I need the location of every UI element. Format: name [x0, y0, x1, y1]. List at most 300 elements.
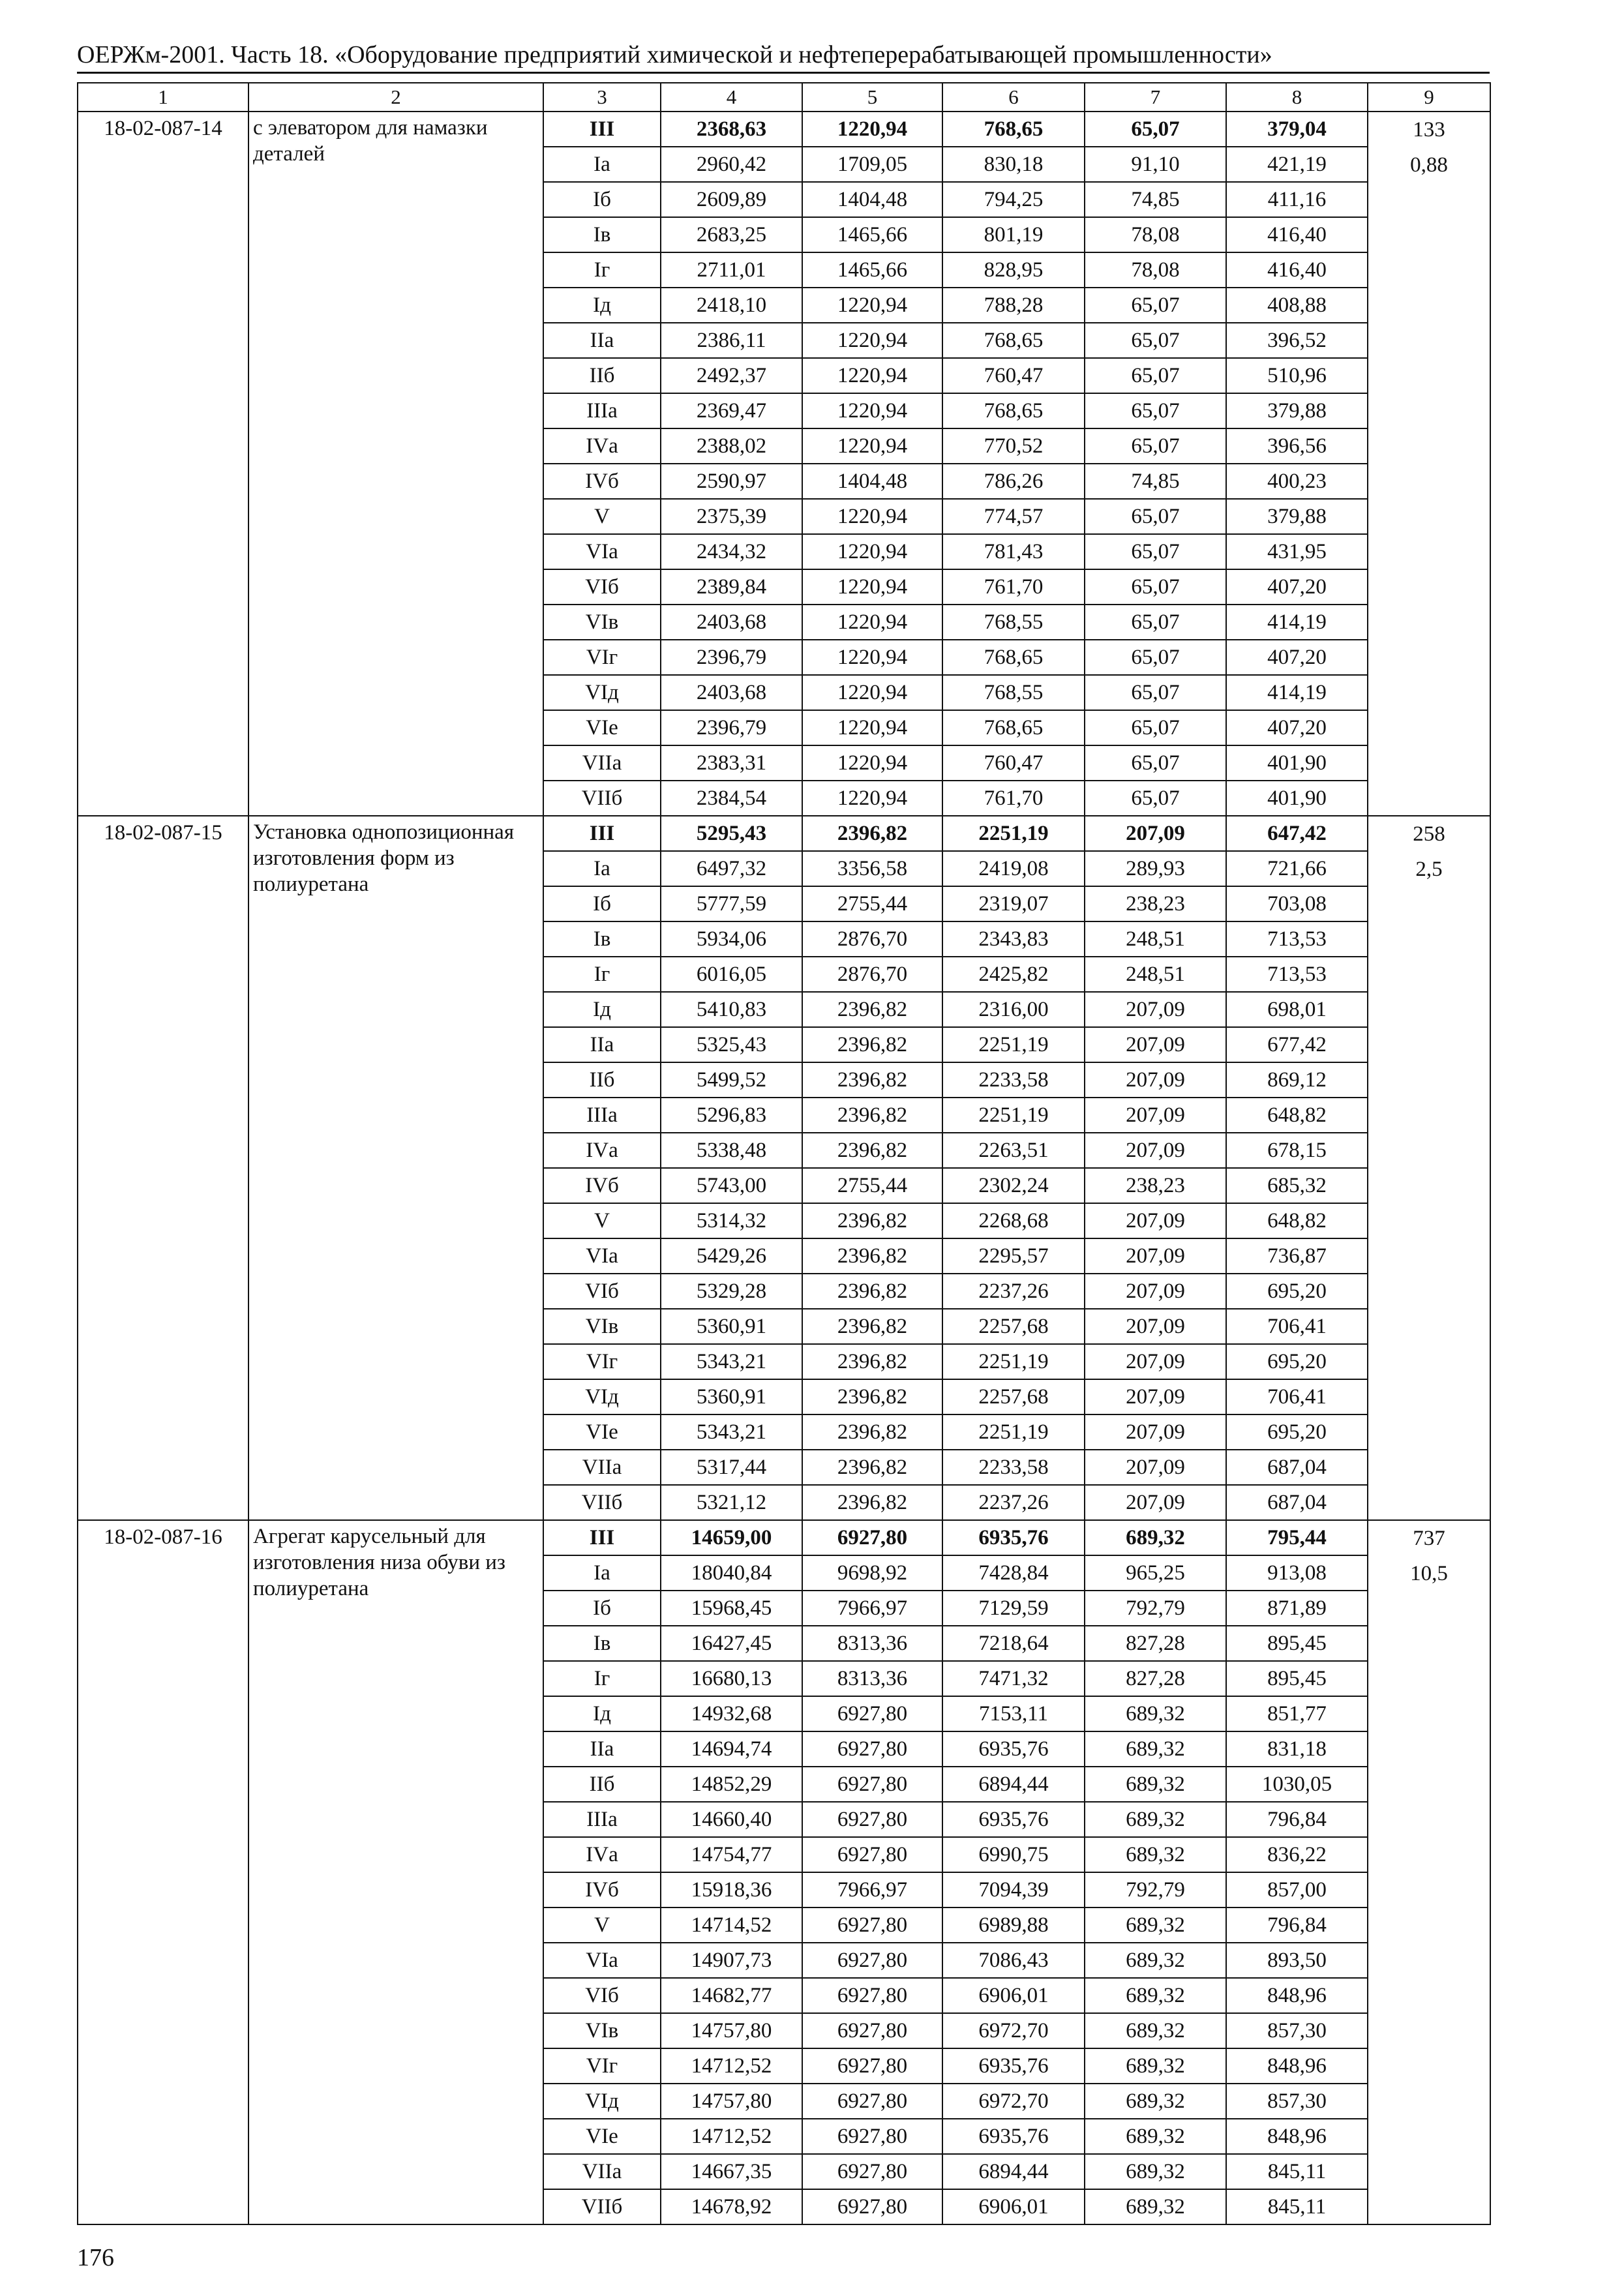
value-cell: 5777,59: [661, 886, 802, 921]
col9-value: 737: [1413, 1527, 1445, 1550]
value-cell: 871,89: [1226, 1591, 1368, 1626]
value-cell: 965,25: [1085, 1555, 1226, 1591]
value-cell: 2295,57: [942, 1238, 1085, 1274]
value-cell: 2396,82: [802, 1485, 942, 1520]
zone-cell: V: [543, 1908, 661, 1943]
value-cell: 2251,19: [942, 1027, 1085, 1062]
zone-cell: Iб: [543, 886, 661, 921]
value-cell: 845,11: [1226, 2154, 1368, 2189]
value-cell: 6972,70: [942, 2084, 1085, 2119]
value-cell: 207,09: [1085, 1203, 1226, 1238]
value-cell: 7153,11: [942, 1696, 1085, 1731]
value-cell: 2302,24: [942, 1168, 1085, 1203]
col9-value: 133: [1413, 118, 1445, 142]
column-header: 5: [802, 83, 942, 112]
value-cell: 913,08: [1226, 1555, 1368, 1591]
value-cell: 400,23: [1226, 464, 1368, 499]
zone-cell: VIг: [543, 1344, 661, 1379]
value-cell: 695,20: [1226, 1274, 1368, 1309]
value-cell: 2388,02: [661, 428, 802, 464]
value-cell: 2711,01: [661, 252, 802, 288]
value-cell: 703,08: [1226, 886, 1368, 921]
value-cell: 2343,83: [942, 921, 1085, 957]
value-cell: 5325,43: [661, 1027, 802, 1062]
value-cell: 1404,48: [802, 182, 942, 217]
value-cell: 2384,54: [661, 781, 802, 816]
value-cell: 6894,44: [942, 1767, 1085, 1802]
value-cell: 8313,36: [802, 1626, 942, 1661]
value-cell: 510,96: [1226, 358, 1368, 393]
value-cell: 1709,05: [802, 147, 942, 182]
value-cell: 2396,79: [661, 640, 802, 675]
value-cell: 2396,82: [802, 1309, 942, 1344]
value-cell: 5410,83: [661, 992, 802, 1027]
value-cell: 6497,32: [661, 851, 802, 886]
value-cell: 207,09: [1085, 1450, 1226, 1485]
zone-cell: IVб: [543, 464, 661, 499]
value-cell: 760,47: [942, 745, 1085, 781]
value-cell: 1220,94: [802, 569, 942, 605]
value-cell: 827,28: [1085, 1626, 1226, 1661]
table-row: [78, 816, 1490, 851]
table-row: [78, 1520, 1490, 1555]
value-cell: 65,07: [1085, 710, 1226, 745]
entry-name: Установка однопозиционная изготовления форм из полиуретана: [248, 816, 543, 1520]
value-cell: 6927,80: [802, 2189, 942, 2224]
value-cell: 411,16: [1226, 182, 1368, 217]
zone-cell: Iб: [543, 182, 661, 217]
value-cell: 2396,82: [802, 1344, 942, 1379]
value-cell: 65,07: [1085, 499, 1226, 534]
zone-cell: VIIб: [543, 1485, 661, 1520]
value-cell: 2755,44: [802, 1168, 942, 1203]
value-cell: 14757,80: [661, 2013, 802, 2048]
value-cell: 689,32: [1085, 2013, 1226, 2048]
zone-cell: Iа: [543, 851, 661, 886]
value-cell: 6927,80: [802, 2013, 942, 2048]
value-cell: 2237,26: [942, 1274, 1085, 1309]
value-cell: 2396,82: [802, 1098, 942, 1133]
value-cell: 2237,26: [942, 1485, 1085, 1520]
value-cell: 2251,19: [942, 1414, 1085, 1450]
value-cell: 1220,94: [802, 428, 942, 464]
value-cell: 6016,05: [661, 957, 802, 992]
value-cell: 689,32: [1085, 1520, 1226, 1555]
value-cell: 65,07: [1085, 112, 1226, 147]
value-cell: 788,28: [942, 288, 1085, 323]
value-cell: 648,82: [1226, 1203, 1368, 1238]
value-cell: 792,79: [1085, 1872, 1226, 1908]
value-cell: 2590,97: [661, 464, 802, 499]
value-cell: 65,07: [1085, 428, 1226, 464]
zone-cell: VIе: [543, 710, 661, 745]
value-cell: 830,18: [942, 147, 1085, 182]
value-cell: 7966,97: [802, 1872, 942, 1908]
value-cell: 2418,10: [661, 288, 802, 323]
header-rule: [77, 72, 1490, 74]
value-cell: 6927,80: [802, 2048, 942, 2084]
value-cell: 768,65: [942, 323, 1085, 358]
value-cell: 379,04: [1226, 112, 1368, 147]
value-cell: 3356,58: [802, 851, 942, 886]
zone-cell: Iг: [543, 252, 661, 288]
value-cell: 689,32: [1085, 1908, 1226, 1943]
value-cell: 16427,45: [661, 1626, 802, 1661]
value-cell: 207,09: [1085, 1414, 1226, 1450]
value-cell: 6972,70: [942, 2013, 1085, 2048]
value-cell: 74,85: [1085, 464, 1226, 499]
value-cell: 401,90: [1226, 781, 1368, 816]
value-cell: 238,23: [1085, 1168, 1226, 1203]
column-header: 9: [1368, 83, 1490, 112]
value-cell: 1220,94: [802, 640, 942, 675]
value-cell: 6935,76: [942, 1802, 1085, 1837]
value-cell: 6927,80: [802, 2119, 942, 2154]
value-cell: 5343,21: [661, 1344, 802, 1379]
value-cell: 14667,35: [661, 2154, 802, 2189]
value-cell: 207,09: [1085, 1238, 1226, 1274]
value-cell: 801,19: [942, 217, 1085, 252]
zone-cell: IVа: [543, 1837, 661, 1872]
zone-cell: IIа: [543, 1027, 661, 1062]
value-cell: 6927,80: [802, 2084, 942, 2119]
value-cell: 2396,79: [661, 710, 802, 745]
value-cell: 289,93: [1085, 851, 1226, 886]
value-cell: 792,79: [1085, 1591, 1226, 1626]
value-cell: 695,20: [1226, 1414, 1368, 1450]
value-cell: 2396,82: [802, 1203, 942, 1238]
value-cell: 2257,68: [942, 1379, 1085, 1414]
value-cell: 695,20: [1226, 1344, 1368, 1379]
value-cell: 5360,91: [661, 1309, 802, 1344]
column-header: 8: [1226, 83, 1368, 112]
value-cell: 6935,76: [942, 2048, 1085, 2084]
value-cell: 794,25: [942, 182, 1085, 217]
value-cell: 770,52: [942, 428, 1085, 464]
value-cell: 2375,39: [661, 499, 802, 534]
value-cell: 687,04: [1226, 1450, 1368, 1485]
zone-cell: IIIа: [543, 1802, 661, 1837]
entry-code: 18-02-087-16: [78, 1520, 248, 2224]
value-cell: 65,07: [1085, 534, 1226, 569]
value-cell: 768,65: [942, 710, 1085, 745]
zone-cell: VIа: [543, 1238, 661, 1274]
value-cell: 685,32: [1226, 1168, 1368, 1203]
column-header: 4: [661, 83, 802, 112]
zone-cell: IIа: [543, 1731, 661, 1767]
value-cell: 248,51: [1085, 957, 1226, 992]
value-cell: 396,52: [1226, 323, 1368, 358]
zone-cell: VIа: [543, 534, 661, 569]
value-cell: 1465,66: [802, 252, 942, 288]
value-cell: 14757,80: [661, 2084, 802, 2119]
column-header: 1: [78, 83, 248, 112]
value-cell: 2876,70: [802, 957, 942, 992]
value-cell: 15918,36: [661, 1872, 802, 1908]
value-cell: 768,65: [942, 640, 1085, 675]
value-cell: 401,90: [1226, 745, 1368, 781]
value-cell: 2396,82: [802, 1062, 942, 1098]
column-header: 7: [1085, 83, 1226, 112]
value-cell: 848,96: [1226, 1978, 1368, 2013]
value-cell: 6927,80: [802, 1837, 942, 1872]
value-cell: 6927,80: [802, 1731, 942, 1767]
value-cell: 2492,37: [661, 358, 802, 393]
value-cell: 65,07: [1085, 745, 1226, 781]
zone-cell: IIIа: [543, 393, 661, 428]
entry-col9: [1368, 112, 1490, 816]
value-cell: 207,09: [1085, 1379, 1226, 1414]
value-cell: 689,32: [1085, 1696, 1226, 1731]
value-cell: 6906,01: [942, 1978, 1085, 2013]
value-cell: 6927,80: [802, 1908, 942, 1943]
value-cell: 1220,94: [802, 745, 942, 781]
value-cell: 14678,92: [661, 2189, 802, 2224]
value-cell: 407,20: [1226, 569, 1368, 605]
value-cell: 1030,05: [1226, 1767, 1368, 1802]
value-cell: 7094,39: [942, 1872, 1085, 1908]
entry-col9: [1368, 1520, 1490, 2224]
page-header: ОЕРЖм-2001. Часть 18. «Оборудование предприятий химической и нефтеперерабатывающей промышленности»: [77, 41, 1272, 68]
value-cell: 5360,91: [661, 1379, 802, 1414]
value-cell: 14754,77: [661, 1837, 802, 1872]
zone-cell: IIIа: [543, 1098, 661, 1133]
value-cell: 5429,26: [661, 1238, 802, 1274]
value-cell: 207,09: [1085, 1133, 1226, 1168]
value-cell: 7428,84: [942, 1555, 1085, 1591]
entry-name: Агрегат карусельный для изготовления низа обуви из полиуретана: [248, 1520, 543, 2224]
value-cell: 6894,44: [942, 2154, 1085, 2189]
value-cell: 1220,94: [802, 605, 942, 640]
zone-cell: IVб: [543, 1168, 661, 1203]
zone-cell: Iг: [543, 1661, 661, 1696]
value-cell: 736,87: [1226, 1238, 1368, 1274]
value-cell: 2396,82: [802, 1414, 942, 1450]
value-cell: 6990,75: [942, 1837, 1085, 1872]
value-cell: 857,30: [1226, 2013, 1368, 2048]
value-cell: 1465,66: [802, 217, 942, 252]
value-cell: 379,88: [1226, 393, 1368, 428]
zone-cell: III: [543, 1520, 661, 1555]
value-cell: 238,23: [1085, 886, 1226, 921]
value-cell: 869,12: [1226, 1062, 1368, 1098]
value-cell: 5329,28: [661, 1274, 802, 1309]
value-cell: 65,07: [1085, 569, 1226, 605]
value-cell: 207,09: [1085, 1098, 1226, 1133]
value-cell: 2386,11: [661, 323, 802, 358]
value-cell: 768,55: [942, 675, 1085, 710]
zone-cell: VIв: [543, 1309, 661, 1344]
value-cell: 689,32: [1085, 2119, 1226, 2154]
zone-cell: V: [543, 1203, 661, 1238]
value-cell: 689,32: [1085, 2154, 1226, 2189]
column-header: 3: [543, 83, 661, 112]
value-cell: 2396,82: [802, 816, 942, 851]
entry-code: 18-02-087-15: [78, 816, 248, 1520]
value-cell: 6927,80: [802, 1943, 942, 1978]
value-cell: 16680,13: [661, 1661, 802, 1696]
zone-cell: Iв: [543, 921, 661, 957]
value-cell: 407,20: [1226, 710, 1368, 745]
value-cell: 689,32: [1085, 1837, 1226, 1872]
value-cell: 1404,48: [802, 464, 942, 499]
page-number: 176: [77, 2244, 114, 2271]
value-cell: 6935,76: [942, 1520, 1085, 1555]
value-cell: 2251,19: [942, 1098, 1085, 1133]
zone-cell: Iа: [543, 1555, 661, 1591]
value-cell: 65,07: [1085, 640, 1226, 675]
value-cell: 2251,19: [942, 1344, 1085, 1379]
value-cell: 689,32: [1085, 1731, 1226, 1767]
zone-cell: IVа: [543, 1133, 661, 1168]
price-table: [77, 82, 1491, 2225]
entry-col9: [1368, 816, 1490, 1520]
value-cell: 2683,25: [661, 217, 802, 252]
value-cell: 5499,52: [661, 1062, 802, 1098]
value-cell: 796,84: [1226, 1802, 1368, 1837]
value-cell: 2233,58: [942, 1450, 1085, 1485]
value-cell: 893,50: [1226, 1943, 1368, 1978]
zone-cell: Iг: [543, 957, 661, 992]
value-cell: 2396,82: [802, 1133, 942, 1168]
value-cell: 689,32: [1085, 1802, 1226, 1837]
column-header: 2: [248, 83, 543, 112]
zone-cell: Iа: [543, 147, 661, 182]
value-cell: 65,07: [1085, 288, 1226, 323]
value-cell: 207,09: [1085, 1485, 1226, 1520]
column-header-row: [78, 83, 1490, 112]
value-cell: 689,32: [1085, 2048, 1226, 2084]
value-cell: 761,70: [942, 569, 1085, 605]
value-cell: 1220,94: [802, 112, 942, 147]
value-cell: 5296,83: [661, 1098, 802, 1133]
value-cell: 2396,82: [802, 1450, 942, 1485]
value-cell: 2319,07: [942, 886, 1085, 921]
value-cell: 848,96: [1226, 2119, 1368, 2154]
value-cell: 848,96: [1226, 2048, 1368, 2084]
value-cell: 18040,84: [661, 1555, 802, 1591]
zone-cell: Iб: [543, 1591, 661, 1626]
value-cell: 831,18: [1226, 1731, 1368, 1767]
value-cell: 8313,36: [802, 1661, 942, 1696]
value-cell: 7471,32: [942, 1661, 1085, 1696]
value-cell: 431,95: [1226, 534, 1368, 569]
value-cell: 721,66: [1226, 851, 1368, 886]
value-cell: 1220,94: [802, 499, 942, 534]
entry-name: с элеватором для намазки деталей: [248, 112, 543, 816]
table-body: [78, 83, 1490, 2224]
zone-cell: V: [543, 499, 661, 534]
value-cell: 14712,52: [661, 2119, 802, 2154]
value-cell: 761,70: [942, 781, 1085, 816]
value-cell: 207,09: [1085, 1309, 1226, 1344]
value-cell: 857,00: [1226, 1872, 1368, 1908]
value-cell: 14932,68: [661, 1696, 802, 1731]
value-cell: 14660,40: [661, 1802, 802, 1837]
zone-cell: VIг: [543, 640, 661, 675]
value-cell: 2960,42: [661, 147, 802, 182]
value-cell: 5743,00: [661, 1168, 802, 1203]
value-cell: 421,19: [1226, 147, 1368, 182]
value-cell: 14852,29: [661, 1767, 802, 1802]
value-cell: 1220,94: [802, 710, 942, 745]
value-cell: 6927,80: [802, 1696, 942, 1731]
value-cell: 713,53: [1226, 921, 1368, 957]
value-cell: 65,07: [1085, 781, 1226, 816]
value-cell: 14694,74: [661, 1731, 802, 1767]
value-cell: 895,45: [1226, 1626, 1368, 1661]
zone-cell: VIе: [543, 2119, 661, 2154]
value-cell: 65,07: [1085, 393, 1226, 428]
value-cell: 2396,82: [802, 1027, 942, 1062]
value-cell: 781,43: [942, 534, 1085, 569]
zone-cell: III: [543, 816, 661, 851]
zone-cell: IIб: [543, 1062, 661, 1098]
zone-cell: VIв: [543, 605, 661, 640]
value-cell: 248,51: [1085, 921, 1226, 957]
value-cell: 647,42: [1226, 816, 1368, 851]
value-cell: 6927,80: [802, 1520, 942, 1555]
value-cell: 768,65: [942, 393, 1085, 428]
entry-code: 18-02-087-14: [78, 112, 248, 816]
zone-cell: VIд: [543, 2084, 661, 2119]
value-cell: 2755,44: [802, 886, 942, 921]
value-cell: 698,01: [1226, 992, 1368, 1027]
value-cell: 207,09: [1085, 1062, 1226, 1098]
value-cell: 774,57: [942, 499, 1085, 534]
value-cell: 713,53: [1226, 957, 1368, 992]
col9-value: 2,5: [1415, 858, 1443, 881]
value-cell: 65,07: [1085, 323, 1226, 358]
value-cell: 5934,06: [661, 921, 802, 957]
value-cell: 14714,52: [661, 1908, 802, 1943]
value-cell: 65,07: [1085, 358, 1226, 393]
value-cell: 786,26: [942, 464, 1085, 499]
zone-cell: VIе: [543, 1414, 661, 1450]
value-cell: 2257,68: [942, 1309, 1085, 1344]
value-cell: 2251,19: [942, 816, 1085, 851]
value-cell: 2434,32: [661, 534, 802, 569]
value-cell: 1220,94: [802, 534, 942, 569]
value-cell: 2396,82: [802, 1274, 942, 1309]
value-cell: 2389,84: [661, 569, 802, 605]
value-cell: 2396,82: [802, 992, 942, 1027]
value-cell: 836,22: [1226, 1837, 1368, 1872]
value-cell: 689,32: [1085, 1943, 1226, 1978]
value-cell: 796,84: [1226, 1908, 1368, 1943]
value-cell: 14907,73: [661, 1943, 802, 1978]
table-row: [78, 112, 1490, 147]
value-cell: 828,95: [942, 252, 1085, 288]
value-cell: 2403,68: [661, 605, 802, 640]
zone-cell: VIб: [543, 569, 661, 605]
zone-cell: VIд: [543, 675, 661, 710]
value-cell: 6989,88: [942, 1908, 1085, 1943]
value-cell: 6906,01: [942, 2189, 1085, 2224]
value-cell: 207,09: [1085, 1274, 1226, 1309]
value-cell: 6935,76: [942, 2119, 1085, 2154]
value-cell: 78,08: [1085, 217, 1226, 252]
value-cell: 2369,47: [661, 393, 802, 428]
value-cell: 14682,77: [661, 1978, 802, 2013]
value-cell: 416,40: [1226, 252, 1368, 288]
value-cell: 6927,80: [802, 1802, 942, 1837]
value-cell: 6935,76: [942, 1731, 1085, 1767]
value-cell: 5317,44: [661, 1450, 802, 1485]
value-cell: 795,44: [1226, 1520, 1368, 1555]
value-cell: 2396,82: [802, 1238, 942, 1274]
value-cell: 416,40: [1226, 217, 1368, 252]
